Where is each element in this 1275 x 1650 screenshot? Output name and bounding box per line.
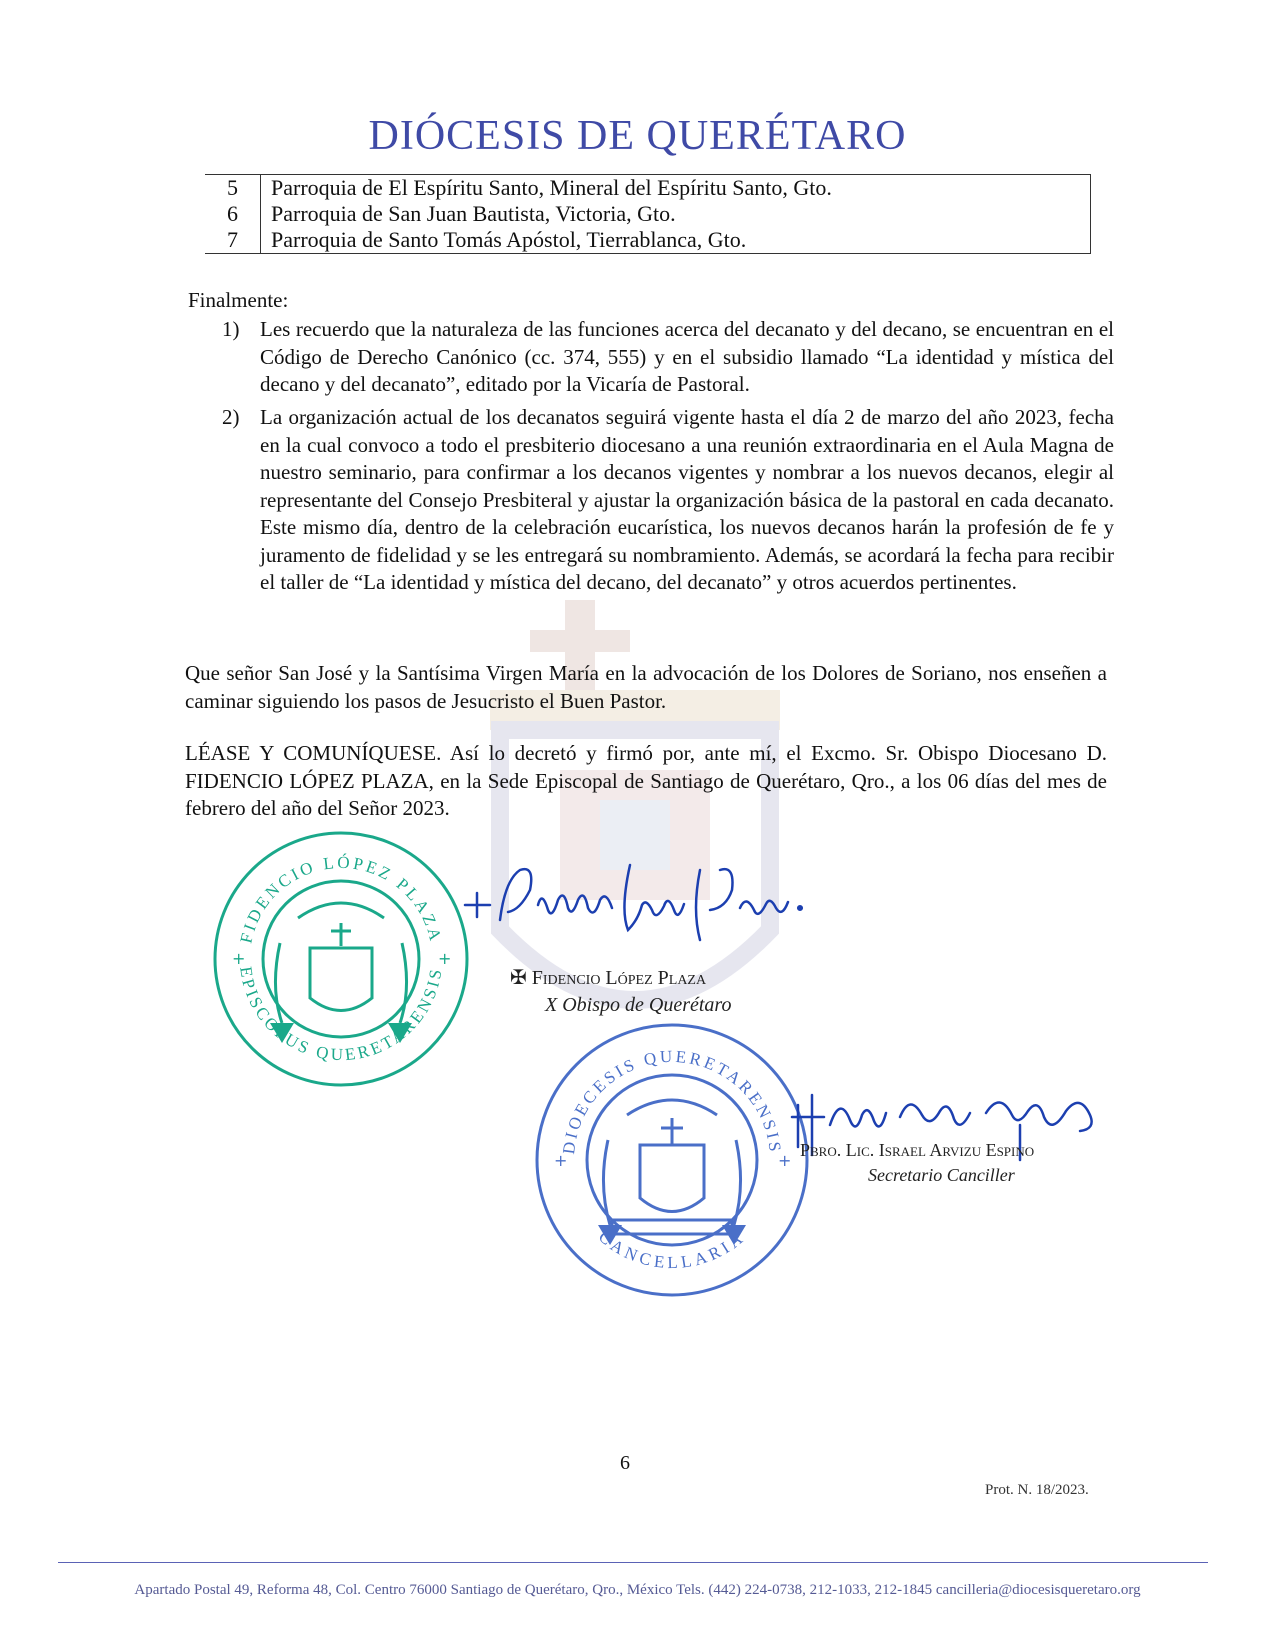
list-marker: 2): [222, 405, 240, 429]
secretary-name: Pbro. Lic. Israel Arvizu Espino: [800, 1140, 1035, 1160]
svg-text:+: +: [554, 1151, 568, 1170]
list-item-text: La organización actual de los decanatos seguirá vigente hasta el día 2 de marzo del año 2023, fecha en la cual convoco a todo el presbiterio diocesano a una reunión extraordinaria en el Aula Magna de nuestro seminario, para confirmar a los decanos vigentes y nombrar a los nuevos decanos, elegir al representante del Consejo Presbiteral y ajustar la organización básica de la pastoral en cada decanato. Este mismo día, dentro de la celebración eucarística, los nuevos decanos harán la profesión de fe y juramento de fidelidad y se les entregará su nombramiento. Además, se acordará la fecha para recibir el taller de “La identidad y mística del decano, del decanato” y otros acuerdos pertinentes.: [260, 405, 1114, 594]
parish-name: Parroquia de Santo Tomás Apóstol, Tierrablanca, Gto.: [261, 227, 1091, 254]
parish-name: Parroquia de San Juan Bautista, Victoria, Gto.: [261, 201, 1091, 227]
diocese-heading: DIÓCESIS DE QUERÉTARO: [368, 113, 907, 159]
svg-text:EPISCOPUS QUERETARENSIS: EPISCOPUS QUERETARENSIS: [236, 965, 446, 1065]
table-row: [205, 227, 1091, 254]
parish-number: 6: [205, 201, 261, 227]
parish-number: 7: [205, 227, 261, 254]
svg-text:CANCELLARIA: CANCELLARIA: [594, 1226, 750, 1273]
list-marker: 1): [222, 317, 240, 341]
list-item-text: Les recuerdo que la naturaleza de las funciones acerca del decanato y del decano, se encuentran en el Código de Derecho Canónico (cc. 374, 555) y en el subsidio llamado “La identidad y mística del decano y del decanato”, editado por la Vicaría de Pastoral.: [260, 317, 1114, 396]
decree-paragraph: LÉASE Y COMUNÍQUESE. Así lo decretó y firmó por, ante mí, el Excmo. Sr. Obispo Diocesano D. FIDENCIO LÓPEZ PLAZA, en la Sede Episcopal de Santiago de Querétaro, Qro., a los 06 días del mes de febrero del año del Señor 2023.: [185, 741, 1107, 820]
table-row: [205, 175, 1091, 202]
footer-contact: Apartado Postal 49, Reforma 48, Col. Centro 76000 Santiago de Querétaro, Qro., México Tels. (442) 224-0738, 212-1033, 212-1845 cancilleria@diocesisqueretaro.org: [134, 1582, 1141, 1598]
protocol-number: Prot. N. 18/2023.: [985, 1482, 1089, 1498]
bishop-seal: [210, 828, 472, 1090]
intro-label: Finalmente:: [188, 288, 289, 312]
svg-text:+: +: [778, 1151, 792, 1170]
closing-paragraph: Que señor San José y la Santísima Virgen María en la advocación de los Dolores de Soriano, nos enseñen a caminar siguiendo los pasos de Jesucristo el Buen Pastor.: [185, 661, 1107, 713]
parish-table: [205, 174, 1091, 254]
svg-text:+: +: [232, 949, 246, 968]
secretary-title: Secretario Canciller: [868, 1165, 1015, 1185]
svg-text:DIOECESIS QUERETARENSIS: DIOECESIS QUERETARENSIS: [558, 1046, 785, 1156]
parish-name: Parroquia de El Espíritu Santo, Mineral del Espíritu Santo, Gto.: [261, 175, 1091, 202]
list-item: [222, 316, 1114, 399]
parish-number: 5: [205, 175, 261, 202]
bishop-title: X Obispo de Querétaro: [545, 994, 732, 1016]
svg-text:+: +: [438, 949, 452, 968]
chancery-seal: [532, 1020, 812, 1300]
list-item: [222, 404, 1114, 597]
footer-divider: [58, 1562, 1208, 1563]
table-row: [205, 201, 1091, 227]
bishop-signature: [460, 850, 840, 950]
svg-text:FIDENCIO LÓPEZ PLAZA: FIDENCIO LÓPEZ PLAZA: [236, 852, 446, 946]
page-number: 6: [620, 1452, 630, 1474]
bishop-name: ✠ Fidencio López Plaza: [510, 967, 707, 989]
